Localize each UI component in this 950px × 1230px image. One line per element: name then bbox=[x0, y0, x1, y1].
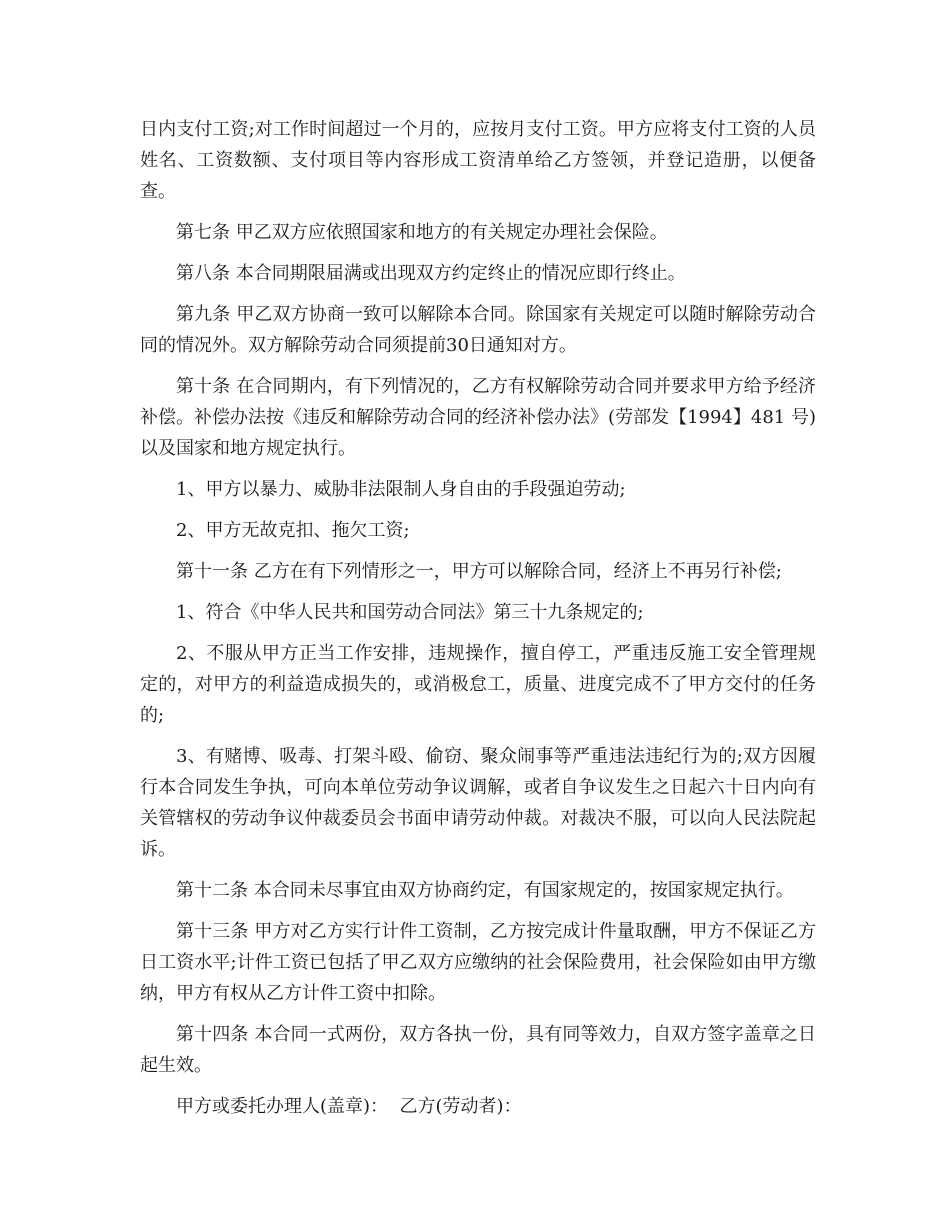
paragraph-article-10: 第十条 在合同期内，有下列情况的，乙方有权解除劳动合同并要求甲方给予经济补偿。补偿办法按《违反和解除劳动合同的经济补偿办法》(劳部发【1994】481 号)以及国家和地方规定执行。 bbox=[140, 376, 816, 459]
paragraph-continuation: 日内支付工资;对工作时间超过一个月的，应按月支付工资。甲方应将支付工资的人员姓名、工资数额、支付项目等内容形成工资清单给乙方签领，并登记造册，以便备查。 bbox=[140, 119, 816, 202]
party-a-signature-label: 甲方或委托办理人(盖章)： bbox=[176, 1096, 389, 1117]
paragraph-article-11: 第十一条 乙方在有下列情形之一，甲方可以解除合同，经济上不再另行补偿; bbox=[176, 561, 782, 582]
paragraph-article-10-item-2: 2、甲方无故克扣、拖欠工资; bbox=[176, 520, 410, 541]
paragraph-article-14: 第十四条 本合同一式两份，双方各执一份，具有同等效力，自双方签字盖章之日起生效。 bbox=[140, 1024, 816, 1076]
paragraph-article-11-item-1: 1、符合《中华人民共和国劳动合同法》第三十九条规定的; bbox=[176, 602, 644, 623]
paragraph-article-12: 第十二条 本合同未尽事宜由双方协商约定，有国家规定的，按国家规定执行。 bbox=[176, 880, 794, 901]
signature-row bbox=[140, 1091, 816, 1122]
paragraph-article-9: 第九条 甲乙双方协商一致可以解除本合同。除国家有关规定可以随时解除劳动合同的情况外。双方解除劳动合同须提前30日通知对方。 bbox=[140, 304, 816, 356]
document-body bbox=[140, 114, 816, 1132]
paragraph-article-10-item-1: 1、甲方以暴力、威胁非法限制人身自由的手段强迫劳动; bbox=[176, 479, 626, 500]
paragraph-article-13: 第十三条 甲方对乙方实行计件工资制，乙方按完成计件量取酬，甲方不保证乙方日工资水平;计件工资已包括了甲乙双方应缴纳的社会保险费用，社会保险如由甲方缴纳，甲方有权从乙方计件工资中扣除。 bbox=[140, 921, 816, 1004]
paragraph-article-7: 第七条 甲乙双方应依照国家和地方的有关规定办理社会保险。 bbox=[176, 222, 668, 243]
paragraph-article-11-item-2: 2、不服从甲方正当工作安排，违规操作，擅自停工，严重违反施工安全管理规定的，对甲方的利益造成损失的，或消极怠工，质量、进度完成不了甲方交付的任务的; bbox=[140, 643, 816, 726]
party-b-signature-label: 乙方(劳动者)： bbox=[399, 1096, 522, 1117]
paragraph-article-11-item-3: 3、有赌博、吸毒、打架斗殴、偷窃、聚众闹事等严重违法违纪行为的;双方因履行本合同发生争执，可向本单位劳动争议调解，或者自争议发生之日起六十日内向有关管辖权的劳动争议仲裁委员会书面申请劳动仲裁。对裁决不服，可以向人民法院起诉。 bbox=[140, 746, 816, 860]
paragraph-article-8: 第八条 本合同期限届满或出现双方约定终止的情况应即行终止。 bbox=[176, 263, 686, 284]
